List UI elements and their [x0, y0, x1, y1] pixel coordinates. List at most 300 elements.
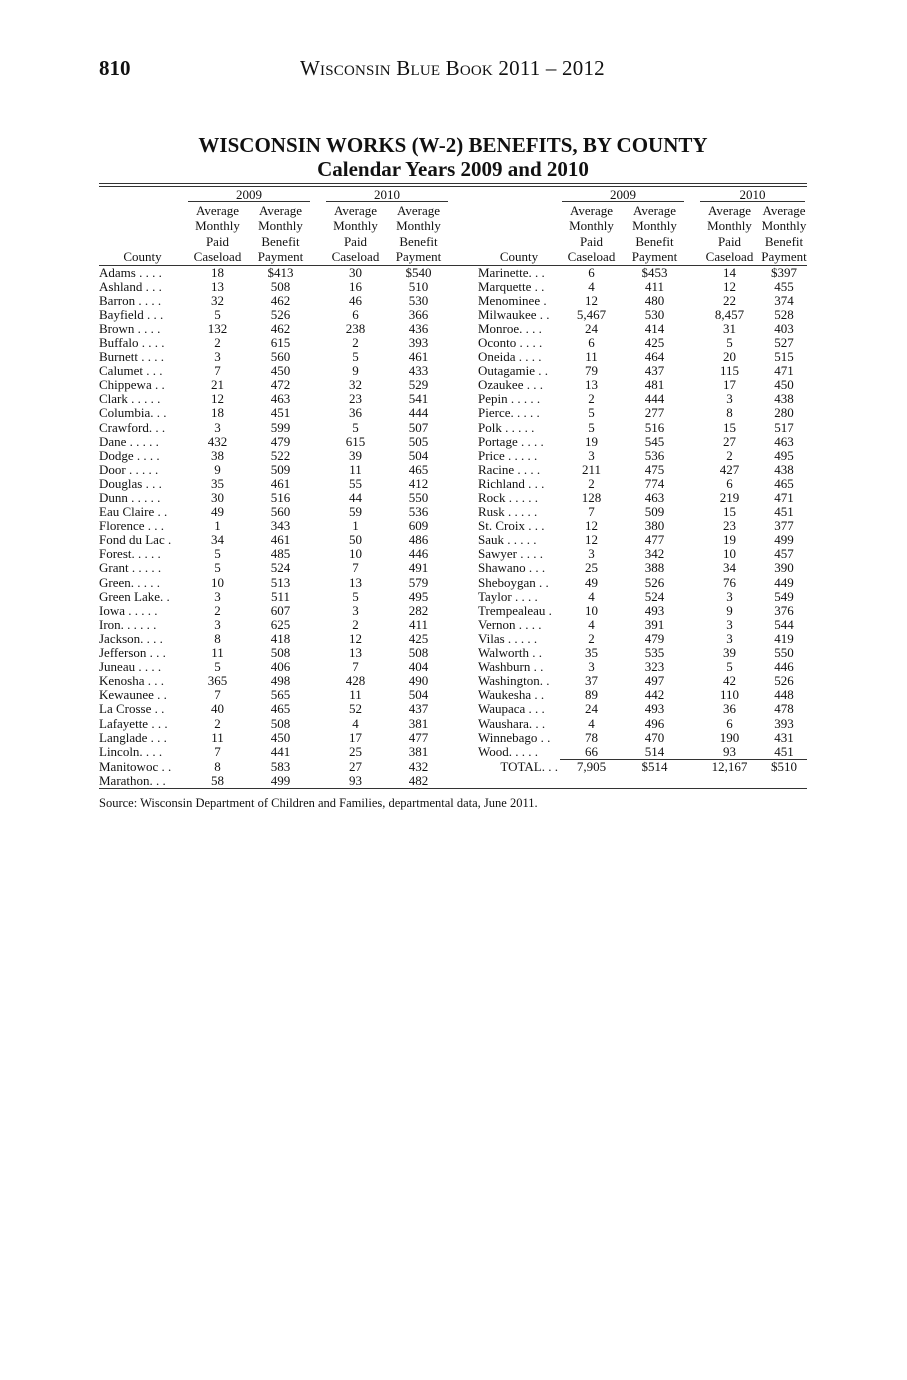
- spacer: [686, 717, 698, 731]
- table-row: [99, 350, 807, 364]
- spacer: [686, 491, 698, 505]
- payment-2010: 536: [408, 505, 429, 520]
- spacer: [312, 491, 324, 505]
- caseload-2009: 6: [588, 335, 595, 350]
- caseload-2009: 9: [214, 462, 221, 477]
- year-header: 2009: [186, 187, 312, 203]
- spacer: [686, 392, 698, 406]
- caseload-2009: 58: [211, 773, 224, 788]
- spacer: [686, 336, 698, 350]
- payment-2010: 609: [408, 519, 429, 534]
- payment-2009: 477: [644, 533, 665, 548]
- payment-2009: 565: [270, 688, 291, 703]
- table-row: [99, 477, 807, 491]
- table-row: [99, 364, 807, 378]
- spacer: [686, 308, 698, 322]
- payment-2009: 522: [270, 448, 291, 463]
- caseload-2010: 427: [719, 462, 740, 477]
- caseload-2010: 11: [349, 462, 362, 477]
- spacer: [312, 280, 324, 294]
- payment-2009: 560: [270, 350, 291, 365]
- caseload-2009: 18: [211, 406, 224, 421]
- column-header: Monthly: [569, 218, 614, 233]
- county-name: Green. . . . .: [99, 575, 161, 590]
- spacer: [312, 364, 324, 378]
- spacer: [450, 294, 478, 308]
- caseload-2009: 49: [585, 575, 598, 590]
- county-name: Green Lake. .: [99, 589, 170, 604]
- spacer: [450, 745, 478, 760]
- payment-2010: 495: [408, 589, 429, 604]
- caseload-2009: 30: [211, 491, 224, 505]
- caseload-2010: 6: [726, 716, 733, 731]
- table-row: [99, 717, 807, 731]
- spacer: [450, 449, 478, 463]
- payment-2010: 404: [408, 660, 429, 675]
- county-name: Ashland . . .: [99, 279, 162, 294]
- spacer: [450, 505, 478, 519]
- caseload-2009: 5: [214, 307, 221, 322]
- payment-2010: 374: [774, 293, 794, 308]
- spacer: [450, 646, 478, 660]
- spacer: [450, 533, 478, 547]
- spacer: [450, 688, 478, 702]
- payment-2010: 491: [408, 561, 429, 576]
- county-name: Kewaunee . .: [99, 688, 167, 703]
- payment-2009: 526: [644, 575, 665, 590]
- column-header: Caseload: [698, 249, 761, 265]
- county-name: Walworth . .: [478, 646, 542, 661]
- table-row: [99, 421, 807, 435]
- caseload-2009: 128: [581, 491, 602, 505]
- spacer: [450, 674, 478, 688]
- payment-2009: 508: [270, 716, 291, 731]
- caseload-2009: 11: [211, 730, 224, 745]
- county-name: Langlade . . .: [99, 730, 167, 745]
- county-name: La Crosse . .: [99, 702, 165, 717]
- page-number: 810: [99, 56, 131, 80]
- caseload-2009: 35: [211, 476, 224, 491]
- payment-2010: 490: [408, 674, 429, 689]
- caseload-2009: 3: [588, 660, 595, 675]
- table-row: [99, 491, 807, 505]
- caseload-2010: 27: [349, 759, 362, 774]
- spacer: [312, 449, 324, 463]
- caseload-2009: 211: [581, 462, 602, 477]
- payment-2009: 524: [644, 589, 665, 604]
- spacer: [312, 717, 324, 731]
- payment-2009: 583: [270, 759, 291, 774]
- table-row: [99, 561, 807, 575]
- payment-2009: 472: [270, 378, 291, 393]
- payment-2010: 465: [774, 476, 794, 491]
- spacer: [312, 731, 324, 745]
- column-header: Average: [396, 202, 441, 218]
- table-row: [99, 435, 807, 449]
- column-header: Paid: [717, 233, 742, 249]
- payment-2010: 510: [408, 279, 429, 294]
- column-header: Monthly: [396, 218, 441, 233]
- caseload-2009: 34: [211, 533, 224, 548]
- spacer: [686, 449, 698, 463]
- table-row: [99, 632, 807, 646]
- spacer: [450, 477, 478, 491]
- caseload-2009: 19: [585, 434, 598, 449]
- payment-2010: $540: [405, 265, 432, 280]
- caseload-2010: 3: [352, 603, 359, 618]
- county-name: Sawyer . . . .: [478, 547, 543, 562]
- payment-2009: 391: [644, 617, 665, 632]
- table-row: [99, 308, 807, 322]
- payment-2009: 463: [270, 392, 291, 407]
- spacer: [312, 421, 324, 435]
- caseload-2009: 5: [588, 406, 595, 421]
- year-header: 2009: [560, 187, 686, 203]
- spacer: [312, 576, 324, 590]
- table-row: [99, 294, 807, 308]
- payment-2009: 475: [644, 462, 665, 477]
- spacer: [450, 265, 478, 280]
- payment-2010: 433: [408, 364, 429, 379]
- spacer: [450, 660, 478, 674]
- county-name: Florence . . .: [99, 519, 164, 534]
- payment-2010: 444: [408, 406, 429, 421]
- column-header-row: [99, 234, 807, 250]
- spacer: [312, 477, 324, 491]
- payment-2010: 411: [408, 617, 429, 632]
- payment-2009: [623, 774, 686, 788]
- table-row: [99, 618, 807, 632]
- caseload-2010: 93: [349, 773, 362, 788]
- caseload-2010: 10: [723, 547, 736, 562]
- title-line-2: Calendar Years 2009 and 2010: [317, 157, 589, 181]
- caseload-2009: 5: [214, 547, 221, 562]
- payment-2010: 376: [774, 603, 794, 618]
- payment-2009: 442: [644, 688, 665, 703]
- spacer: [686, 265, 698, 280]
- spacer: [450, 406, 478, 420]
- spacer: [686, 533, 698, 547]
- caseload-2009: 89: [585, 688, 598, 703]
- payment-2009: 524: [270, 561, 291, 576]
- county-column-header: County: [478, 249, 560, 265]
- payment-2009: 498: [270, 674, 291, 689]
- county-name: Ozaukee . . .: [478, 378, 543, 393]
- county-name: Wood. . . . .: [478, 744, 538, 759]
- spacer: [312, 702, 324, 716]
- caseload-2010: 13: [349, 646, 362, 661]
- column-header: Monthly: [761, 218, 807, 233]
- payment-2010: 366: [408, 307, 429, 322]
- caseload-2009: 6: [588, 265, 595, 280]
- caseload-2009: 3: [214, 350, 221, 365]
- column-header: Benefit: [764, 233, 804, 249]
- payment-2010: 550: [408, 491, 429, 505]
- table-row: [99, 463, 807, 477]
- payment-2009: 535: [644, 646, 665, 661]
- county-name: Jackson. . . .: [99, 631, 163, 646]
- column-header: Average: [569, 202, 614, 218]
- payment-2009: 514: [644, 744, 665, 759]
- county-name: Oconto . . . .: [478, 335, 543, 350]
- spacer: [450, 547, 478, 561]
- payment-2009: 462: [270, 321, 291, 336]
- caseload-2010: 15: [723, 505, 736, 520]
- payment-2010: 508: [408, 646, 429, 661]
- county-name: Buffalo . . . .: [99, 335, 165, 350]
- payment-2009: 499: [270, 773, 291, 788]
- table-row: [99, 533, 807, 547]
- county-name: Shawano . . .: [478, 561, 546, 576]
- payment-2010: 550: [774, 646, 794, 661]
- table-row: [99, 731, 807, 745]
- payment-2009: 493: [644, 603, 665, 618]
- caseload-2010: 5: [352, 420, 359, 435]
- spacer: [450, 702, 478, 716]
- caseload-2010: 15: [723, 420, 736, 435]
- payment-2009: 388: [644, 561, 665, 576]
- payment-2009: 493: [644, 702, 665, 717]
- payment-2009: 599: [270, 420, 291, 435]
- caseload-2009: 37: [585, 674, 598, 689]
- spacer: [450, 576, 478, 590]
- column-header-row: [99, 218, 807, 234]
- payment-2010: 455: [774, 279, 794, 294]
- column-header: Average: [762, 202, 806, 218]
- spacer: [686, 406, 698, 420]
- spacer: [686, 745, 698, 760]
- county-name: Dane . . . . .: [99, 434, 159, 449]
- payment-2010: 282: [408, 603, 429, 618]
- spacer: [312, 547, 324, 561]
- column-header: Paid: [579, 233, 604, 249]
- caseload-2010: 11: [349, 688, 362, 703]
- column-header: Payment: [623, 249, 686, 265]
- column-header: Paid: [343, 233, 368, 249]
- caseload-2009: 3: [214, 420, 221, 435]
- county-name: Rock . . . . .: [478, 491, 538, 505]
- caseload-2009: 66: [585, 744, 598, 759]
- table-row: [99, 280, 807, 294]
- county-name: Crawford. . .: [99, 420, 166, 435]
- caseload-2009: 35: [585, 646, 598, 661]
- county-name: Sheboygan . .: [478, 575, 549, 590]
- table-row: [99, 547, 807, 561]
- caseload-2010: 7: [352, 660, 359, 675]
- county-name: Iowa . . . . .: [99, 603, 158, 618]
- payment-2010: 393: [408, 335, 429, 350]
- caseload-2010: 52: [349, 702, 362, 717]
- county-name: Waukesha . .: [478, 688, 545, 703]
- county-name: TOTAL. . .: [500, 759, 558, 774]
- page-header: [99, 56, 807, 82]
- spacer: [686, 519, 698, 533]
- caseload-2010: 3: [726, 589, 733, 604]
- caseload-2009: 8: [214, 759, 221, 774]
- payment-2009: 508: [270, 279, 291, 294]
- table-row: [99, 660, 807, 674]
- table-row: [99, 774, 807, 788]
- table-row: [99, 674, 807, 688]
- payment-2009: 441: [270, 744, 291, 759]
- payment-2010: [761, 774, 807, 788]
- payment-2010: 549: [774, 589, 794, 604]
- payment-2009: 414: [644, 321, 665, 336]
- spacer: [686, 421, 698, 435]
- payment-2010: 526: [774, 674, 794, 689]
- spacer: [686, 364, 698, 378]
- caseload-2010: 20: [723, 350, 736, 365]
- table-row: [99, 576, 807, 590]
- column-header: Payment: [761, 249, 807, 264]
- county-name: Outagamie . .: [478, 364, 549, 379]
- payment-2010: 451: [774, 505, 794, 520]
- spacer: [686, 576, 698, 590]
- caseload-2010: 46: [349, 293, 362, 308]
- spacer: [686, 774, 698, 788]
- county-name: Bayfield . . .: [99, 307, 164, 322]
- caseload-2010: 44: [349, 491, 362, 505]
- payment-2009: 526: [270, 307, 291, 322]
- caseload-2009: 3: [214, 589, 221, 604]
- payment-2009: 485: [270, 547, 291, 562]
- spacer: [312, 265, 324, 280]
- spacer: [450, 421, 478, 435]
- table-row: [99, 519, 807, 533]
- county-name: Waupaca . . .: [478, 702, 545, 717]
- caseload-2009: 13: [211, 279, 224, 294]
- caseload-2010: 14: [723, 265, 736, 280]
- caseload-2010: [698, 774, 761, 788]
- payment-2009: 481: [644, 378, 665, 393]
- county-name: Dunn . . . . .: [99, 491, 161, 505]
- spacer: [312, 336, 324, 350]
- column-header: Caseload: [560, 249, 623, 265]
- spacer: [686, 322, 698, 336]
- caseload-2009: 11: [211, 646, 224, 661]
- spacer: [312, 646, 324, 660]
- spacer: [686, 702, 698, 716]
- caseload-2010: 6: [352, 307, 359, 322]
- caseload-2010: 9: [352, 364, 359, 379]
- caseload-2009: 38: [211, 448, 224, 463]
- caseload-2009: 132: [207, 321, 228, 336]
- caseload-2009: 78: [585, 730, 598, 745]
- payment-2009: 496: [644, 716, 665, 731]
- caseload-2010: 3: [726, 392, 733, 407]
- payment-2009: 342: [644, 547, 665, 562]
- year-header: 2010: [698, 187, 807, 203]
- payment-2009: 277: [644, 406, 665, 421]
- table-row: [99, 759, 807, 774]
- caseload-2009: 18: [211, 265, 224, 280]
- table-row: [99, 745, 807, 760]
- caseload-2009: 40: [211, 702, 224, 717]
- payment-2009: 461: [270, 533, 291, 548]
- county-name: Jefferson . . .: [99, 646, 166, 661]
- caseload-2009: 2: [588, 476, 595, 491]
- benefits-table-wrap: [99, 183, 807, 789]
- spacer: [686, 731, 698, 745]
- payment-2010: 412: [408, 476, 429, 491]
- payment-2010: 436: [408, 321, 429, 336]
- county-name: Iron. . . . . .: [99, 617, 157, 632]
- payment-2010: 515: [774, 350, 794, 365]
- spacer: [686, 618, 698, 632]
- caseload-2009: 8: [214, 631, 221, 646]
- county-name: Racine . . . .: [478, 462, 541, 477]
- payment-2009: $453: [641, 265, 668, 280]
- spacer: [450, 378, 478, 392]
- caseload-2010: 19: [723, 533, 736, 548]
- spacer: [450, 759, 478, 774]
- column-header: Benefit: [399, 233, 438, 249]
- caseload-2010: 1: [352, 519, 359, 534]
- table-row: [99, 406, 807, 420]
- spacer: [450, 717, 478, 731]
- table-row: [99, 336, 807, 350]
- county-name: Lincoln. . . .: [99, 744, 163, 759]
- caseload-2009: 32: [211, 293, 224, 308]
- caseload-2010: 12: [723, 279, 736, 294]
- payment-2010: $397: [771, 265, 797, 280]
- spacer: [686, 646, 698, 660]
- county-name: Vilas . . . . .: [478, 631, 538, 646]
- caseload-2009: 7: [214, 688, 221, 703]
- payment-2009: 470: [644, 730, 665, 745]
- county-name: Door . . . . .: [99, 462, 159, 477]
- spacer: [450, 463, 478, 477]
- county-name: Marathon. . .: [99, 773, 166, 788]
- caseload-2009: 4: [588, 279, 595, 294]
- payment-2010: 528: [774, 307, 794, 322]
- payment-2009: 508: [270, 646, 291, 661]
- table-title: [99, 133, 807, 181]
- spacer: [450, 491, 478, 505]
- county-name: St. Croix . . .: [478, 519, 545, 534]
- spacer: [450, 280, 478, 294]
- caseload-2010: 615: [345, 434, 366, 449]
- payment-2010: 530: [408, 293, 429, 308]
- county-name: Taylor . . . .: [478, 589, 538, 604]
- caseload-2010: 36: [349, 406, 362, 421]
- source-note: Source: Wisconsin Department of Children and Families, departmental data, June 2011.: [99, 796, 538, 810]
- spacer: [450, 731, 478, 745]
- caseload-2009: 25: [585, 561, 598, 576]
- payment-2010: 438: [774, 462, 794, 477]
- spacer: [686, 660, 698, 674]
- caseload-2009: 24: [585, 702, 598, 717]
- spacer: [450, 322, 478, 336]
- payment-2009: 464: [644, 350, 665, 365]
- column-header: Average: [258, 202, 303, 218]
- caseload-2009: 5: [214, 561, 221, 576]
- county-name: Juneau . . . .: [99, 660, 162, 675]
- payment-2009: 536: [644, 448, 665, 463]
- column-header: Monthly: [195, 218, 240, 233]
- caseload-2009: 10: [585, 603, 598, 618]
- column-header: Average: [195, 202, 240, 218]
- spacer: [450, 392, 478, 406]
- spacer: [312, 745, 324, 760]
- payment-2010: 504: [408, 448, 429, 463]
- payment-2009: 343: [270, 519, 291, 534]
- table-row: [99, 378, 807, 392]
- caseload-2010: 17: [349, 730, 362, 745]
- spacer: [686, 632, 698, 646]
- spacer: [686, 674, 698, 688]
- payment-2009: 444: [644, 392, 665, 407]
